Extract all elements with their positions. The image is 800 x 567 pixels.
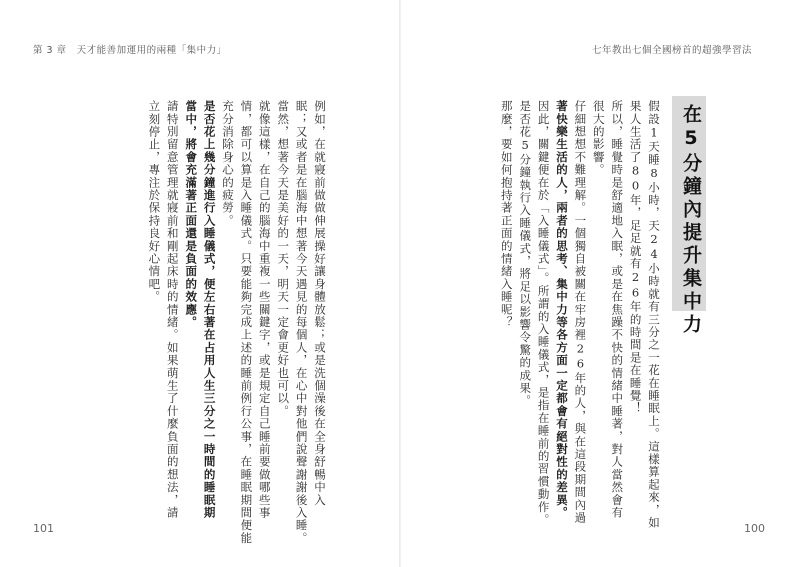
section-heading: 在5分鐘內提升集中力	[680, 104, 702, 337]
right-page-text-column: 假設1天睡8小時，天24小時就有三分之一花在睡眠上。這樣算起來，如	[647, 100, 661, 530]
right-page-text-column: 所以，睡覺時是舒適地入眠，或是在焦躁不快的情緒中睡著，對人當然會有	[610, 100, 625, 520]
section-heading-box	[672, 96, 708, 337]
book-gutter	[399, 0, 401, 567]
page-number-right: 100	[744, 522, 765, 535]
left-page-text-column: 情，都可以算是入睡儀式。只要能夠完成上述的睡前例行公事，在睡眠期間便能	[239, 100, 254, 545]
left-page-text-column: 當中，將會充滿著正面還是負面的效應。	[184, 100, 199, 329]
running-head-right: 七年教出七個全國榜首的超強學習法	[591, 45, 752, 56]
left-page-text-column: 例如，在就寢前做做伸展操好讓身體放鬆；或是洗個澡後在全身舒暢中入	[313, 100, 327, 507]
page-number-left: 101	[33, 522, 54, 535]
running-head-left: 第 3 章 天才能善加運用的兩種「集中力」	[33, 45, 227, 56]
right-page-text-column: 是否花5分鐘執行入睡儀式，將足以影響令驚的成果。	[518, 100, 533, 408]
left-page-text-column: 立刻停止，專注於保持良好心情吧。	[147, 100, 162, 304]
right-page-text-column: 因此，關鍵便在於「入睡儀式」。所謂的入睡儀式，是指在睡前的習慣動作。	[536, 100, 551, 527]
right-page-text-column: 那麼，要如何抱持著正面的情緒入睡呢？	[499, 100, 514, 329]
left-page-text-column: 當然，想著今天是美好的一天，明天一定會更好也可以。	[276, 100, 291, 418]
right-page-text-column: 仔細想想不難理解。一個獨自被關在牢房裡26年的人，與在這段期間內過	[573, 100, 588, 525]
left-page-text-column: 請特別留意管理就寢前和剛起床時的情緒。如果萌生了什麼負面的想法，請	[165, 100, 180, 520]
right-page-text-column: 果人生活了80年，足足就有26年的時間是在睡覺！	[628, 100, 643, 415]
left-page-text-column: 充分消除身心的疲勞。	[221, 100, 235, 227]
left-page-text-column: 是否花上幾分鐘進行入睡儀式，便左右著在占用人生三分之一時間的睡眠期	[202, 100, 217, 520]
left-page-text-column: 眠；又或者是在腦海中想著今天遇見的每個人，在心中對他們說聲謝謝後入睡。	[294, 100, 309, 545]
right-page-text-column: 著快樂生活的人，兩者的思考、集中力等各方面一定都會有絕對性的差異。	[555, 100, 569, 520]
right-page-text-column: 很大的影響。	[591, 100, 606, 177]
left-page-text-column: 就像這樣，在自己的腦海中重複一些關鍵字，或是規定自己睡前要做哪些事	[257, 100, 272, 520]
